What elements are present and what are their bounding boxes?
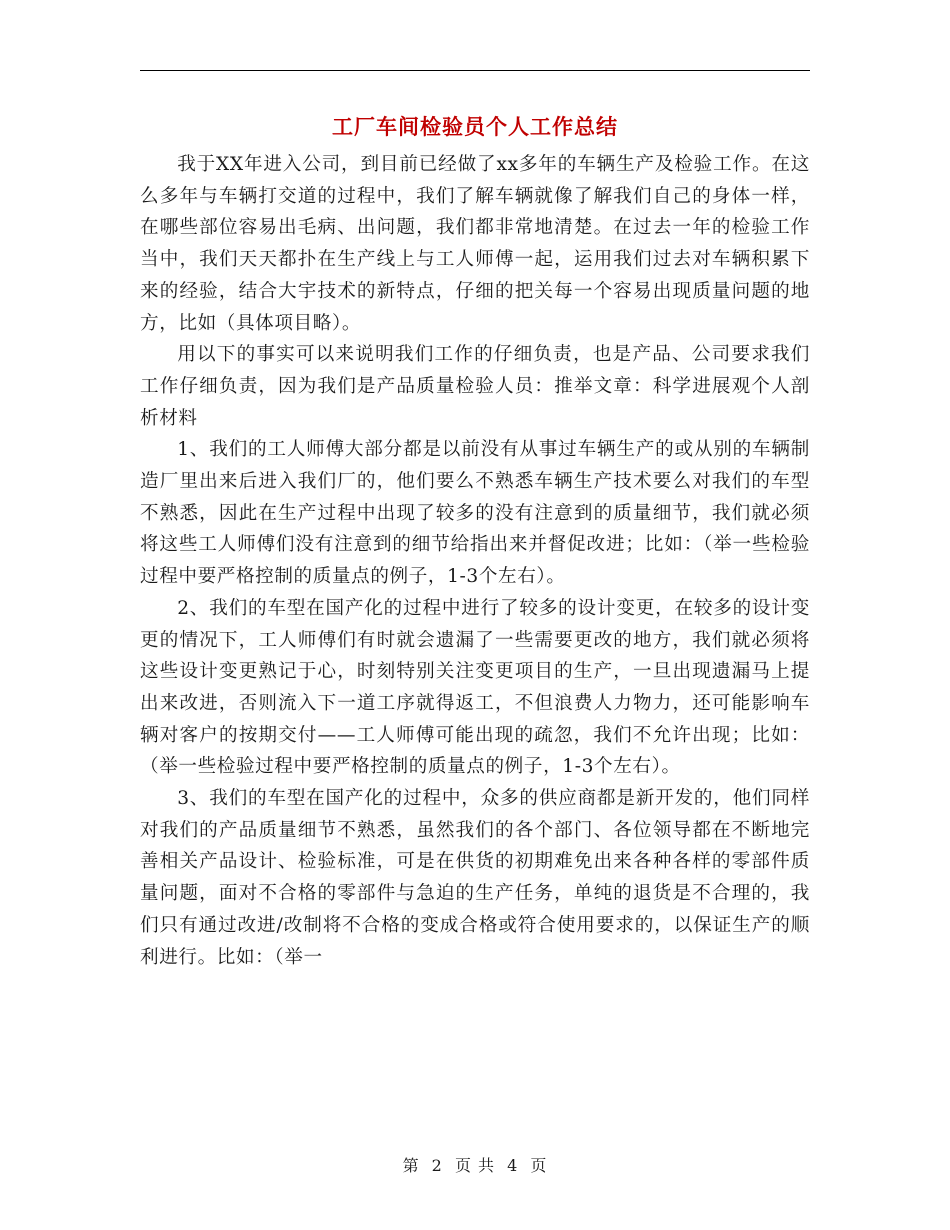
footer-prefix: 第 (402, 1156, 420, 1175)
footer-middle: 页 共 (454, 1156, 496, 1175)
footer-page-current: 2 (431, 1156, 443, 1175)
paragraph-facts: 用以下的事实可以来说明我们工作的仔细负责，也是产品、公司要求我们工作仔细负责，因为我们是产品质量检验人员：推举文章：科学进展观个人剖析材料 (140, 344, 810, 429)
paragraph-intro: 我于XX年进入公司，到目前已经做了xx多年的车辆生产及检验工作。在这么多年与车辆打交道的过程中，我们了解车辆就像了解我们自己的身体一样，在哪些部位容易出毛病、出问题，我们都非常地清楚。在过去一年的检验工作当中，我们天天都扑在生产线上与工人师傅一起，运用我们过去对车辆积累下来的经验，结合大宇技术的新特点，仔细的把关每一个容易出现质量问题的地方，比如（具体项目略）。 (140, 154, 810, 334)
paragraph-point-1: 1、我们的工人师傅大部分都是以前没有从事过车辆生产的或从别的车辆制造厂里出来后进入我们厂的，他们要么不熟悉车辆生产技术要么对我们的车型不熟悉，因此在生产过程中出现了较多的没有注意到的质量细节，我们就必须将这些工人师傅们没有注意到的细节给指出来并督促改进；比如：（举一些检验过程中要严格控制的质量点的例子，1-3个左右）。 (140, 439, 810, 588)
document-title: 工厂车间检验员个人工作总结 (332, 114, 618, 139)
footer-page-total: 4 (507, 1156, 519, 1175)
header-rule (140, 70, 810, 71)
paragraph-point-2: 2、我们的车型在国产化的过程中进行了较多的设计变更，在较多的设计变更的情况下，工人师傅们有时就会遗漏了一些需要更改的地方，我们就必须将这些设计变更熟记于心，时刻特别关注变更项目的生产，一旦出现遗漏马上提出来改进，否则流入下一道工序就得返工，不但浪费人力物力，还可能影响车辆对客户的按期交付——工人师傅可能出现的疏忽，我们不允许出现；比如：（举一些检验过程中要严格控制的质量点的例子，1-3个左右）。 (140, 597, 810, 778)
paragraph-point-3: 3、我们的车型在国产化的过程中，众多的供应商都是新开发的，他们同样对我们的产品质量细节不熟悉，虽然我们的各个部门、各位领导都在不断地完善相关产品设计、检验标准，可是在供货的初期难免出来各种各样的零部件质量问题，面对不合格的零部件与急迫的生产任务，单纯的退货是不合理的，我们只有通过改进/改制将不合格的变成合格或符合使用要求的，以保证生产的顺利进行。比如：（举一 (140, 788, 810, 968)
footer-suffix: 页 (530, 1156, 548, 1175)
document-body (140, 149, 810, 973)
page-footer (0, 1155, 950, 1177)
